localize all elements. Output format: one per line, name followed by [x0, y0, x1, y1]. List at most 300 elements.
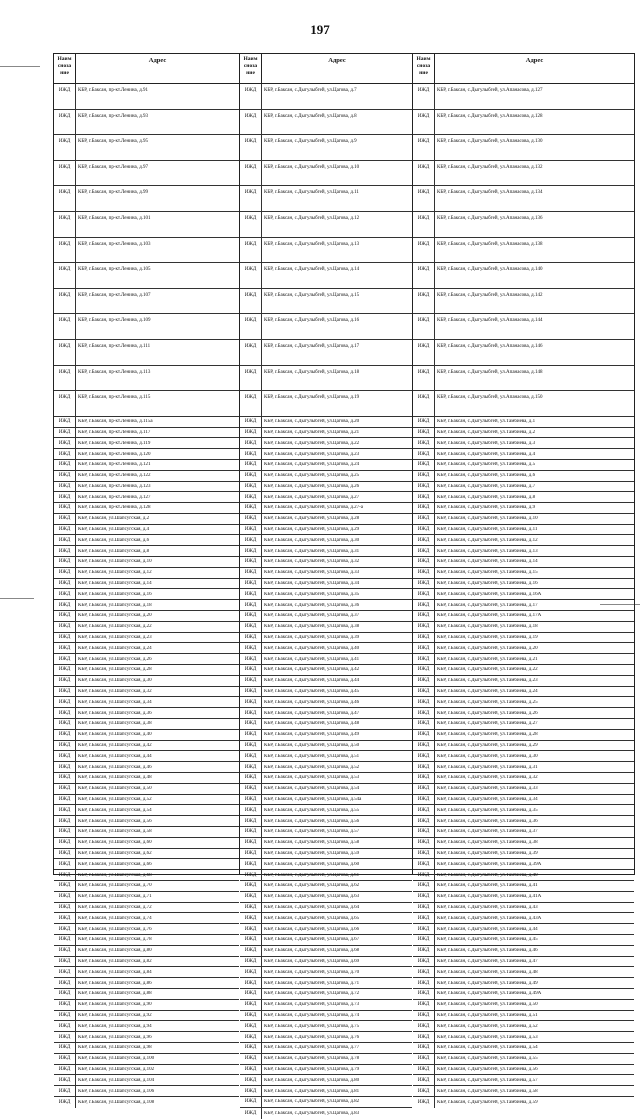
kind-cell: ИЖД: [413, 989, 435, 999]
kind-cell: ИЖД: [413, 557, 435, 567]
address-cell: КБР, г.Баксан, ул.Шапсугская, д.6: [78, 537, 150, 543]
address-cell: КБР, г.Баксан, ул.Шапсугская, д.36: [78, 710, 152, 716]
kind-cell: ИЖД: [54, 676, 76, 686]
kind-cell: ИЖД: [413, 730, 435, 740]
kind-cell: ИЖД: [240, 460, 262, 470]
table-row: [240, 438, 412, 449]
kind-cell: ИЖД: [54, 546, 76, 556]
table-row: [54, 903, 239, 914]
kind-cell: ИЖД: [54, 805, 76, 815]
address-cell: КБР, г.Баксан, с.Дыгулыбгей, ул.Тамбиева, д.32: [437, 775, 538, 781]
kind-cell: ИЖД: [54, 611, 76, 621]
kind-cell: ИЖД: [54, 1075, 76, 1085]
address-cell: КБР, г.Баксан, с.Дыгулыбгей, ул.Тамбиева, д.31: [437, 764, 538, 770]
kind-cell: ИЖД: [54, 589, 76, 599]
page-number: 197: [310, 22, 330, 37]
table-row: [54, 1011, 239, 1022]
table-row: [413, 449, 634, 460]
table-row: [240, 805, 412, 816]
table-row: [240, 340, 412, 366]
kind-cell: ИЖД: [413, 924, 435, 934]
address-cell: КБР, г.Баксан, ул.Шапсугская, д.68: [78, 872, 152, 878]
address-cell: КБР, г.Баксан, с.Дыгулыбгей, ул.Цагова, д.63: [264, 894, 360, 900]
kind-cell: ИЖД: [240, 708, 262, 718]
kind-cell: ИЖД: [54, 135, 76, 160]
table-row: [240, 967, 412, 978]
kind-cell: ИЖД: [413, 1086, 435, 1096]
table-row: [54, 1075, 239, 1086]
table-row: [413, 438, 634, 449]
kind-cell: ИЖД: [413, 881, 435, 891]
table-row: [54, 589, 239, 600]
header-address-label: Адрес: [525, 57, 544, 64]
address-cell: КБР, г.Баксан, с.Дыгулыбгей, ул.Цагова, д.66: [264, 926, 360, 932]
kind-cell: ИЖД: [413, 827, 435, 837]
table-row: [413, 391, 634, 417]
table-row: [240, 1075, 412, 1086]
table-row: [54, 687, 239, 698]
table-row: [240, 161, 412, 187]
address-cell: КБР, г.Баксан, с.Дыгулыбгей, ул.Тамбиева, д.35: [437, 807, 538, 813]
address-cell: КБР, г.Баксан, с.Дыгулыбгей, ул.Цагова, д.65: [264, 915, 360, 921]
address-cell: КБР, г.Баксан, с.Дыгулыбгей, ул.Цагова, д.23: [264, 451, 360, 457]
table-row: [413, 366, 634, 392]
address-cell: КБР, г.Баксан, с.Дыгулыбгей, ул.Цагова, д.20: [264, 419, 360, 425]
table-row: [240, 773, 412, 784]
kind-cell: ИЖД: [54, 110, 76, 135]
kind-cell: ИЖД: [413, 978, 435, 988]
address-cell: КБР, г.Баксан, с.Дыгулыбгей, ул.Тамбиева, д.41: [437, 883, 538, 889]
header-kind-label: Наим сноза ние: [54, 54, 76, 83]
kind-cell: ИЖД: [413, 546, 435, 556]
table-row: [240, 503, 412, 514]
address-cell: КБР, г.Баксан, ул.Шапсугская, д.4: [78, 527, 150, 533]
kind-cell: ИЖД: [240, 428, 262, 438]
kind-cell: ИЖД: [54, 568, 76, 578]
address-cell: КБР, г.Баксан, с.Дыгулыбгей, ул.Тамбиева, д.25: [437, 699, 538, 705]
address-cell: КБР, г.Баксан, ул.Шапсугская, д.88: [78, 991, 152, 997]
table-row: [54, 751, 239, 762]
table-row: [413, 238, 634, 264]
table-row: [54, 805, 239, 816]
table-row: [240, 935, 412, 946]
table-row: [413, 417, 634, 428]
table-row: [54, 161, 239, 187]
kind-cell: ИЖД: [240, 482, 262, 492]
address-cell: КБР, г.Баксан, ул.Шапсугская, д.108: [78, 1099, 155, 1105]
table-row: [54, 289, 239, 315]
table-row: [240, 859, 412, 870]
kind-cell: ИЖД: [413, 676, 435, 686]
table-row: [240, 263, 412, 289]
kind-cell: ИЖД: [54, 391, 76, 416]
kind-cell: ИЖД: [413, 314, 435, 339]
table-row: [240, 366, 412, 392]
table-row: [54, 1097, 239, 1108]
kind-cell: ИЖД: [240, 557, 262, 567]
kind-cell: ИЖД: [413, 84, 435, 109]
table-row: [240, 924, 412, 935]
kind-cell: ИЖД: [54, 263, 76, 288]
table-row: [54, 838, 239, 849]
address-cell: КБР, г.Баксан, с.Дыгулыбгей, ул.Цагова, д.27-а: [264, 505, 363, 511]
kind-cell: ИЖД: [54, 417, 76, 427]
table-row: [240, 471, 412, 482]
address-cell: КБР, г.Баксан, с.Дыгулыбгей, ул.Цагова, д.34: [264, 581, 360, 587]
address-cell: КБР, г.Баксан, с.Дыгулыбгей, ул.Апанасова, д.142: [437, 292, 543, 298]
kind-cell: ИЖД: [54, 708, 76, 718]
kind-cell: ИЖД: [54, 161, 76, 186]
address-cell: КБР, г.Баксан, ул.Шапсугская, д.12: [78, 570, 152, 576]
kind-cell: ИЖД: [240, 161, 262, 186]
table-row: [413, 84, 634, 110]
table-row: [240, 665, 412, 676]
table-row: [54, 913, 239, 924]
address-cell: КБР, г.Баксан, с.Дыгулыбгей, ул.Цагова, д.60: [264, 861, 360, 867]
address-cell: КБР, г.Баксан, с.Дыгулыбгей, ул.Тамбиева, д.23: [437, 678, 538, 684]
table-row: [54, 557, 239, 568]
kind-cell: ИЖД: [413, 212, 435, 237]
table-row: [240, 870, 412, 881]
address-cell: КБР, г.Баксан, с.Дыгулыбгей, ул.Цагова, д.15: [264, 292, 360, 298]
table-row: [240, 186, 412, 212]
kind-cell: ИЖД: [240, 135, 262, 160]
table-row: [413, 816, 634, 827]
table-row: [240, 762, 412, 773]
table-row: [413, 611, 634, 622]
kind-cell: ИЖД: [54, 460, 76, 470]
address-cell: КБР, г.Баксан, с.Дыгулыбгей, ул.Тамбиева, д.58: [437, 1088, 538, 1094]
address-cell: КБР, г.Баксан, с.Дыгулыбгей, ул.Цагова, д.77: [264, 1045, 360, 1051]
address-cell: КБР, г.Баксан, с.Дыгулыбгей, ул.Цагова, д.83: [264, 1110, 360, 1116]
address-cell: КБР, г.Баксан, с.Дыгулыбгей, ул.Тамбиева, д.50: [437, 1002, 538, 1008]
address-cell: КБР, г.Баксан, ул.Шапсугская, д.2: [78, 516, 150, 522]
kind-cell: ИЖД: [240, 589, 262, 599]
kind-cell: ИЖД: [413, 579, 435, 589]
address-cell: КБР, г.Баксан, с.Дыгулыбгей, ул.Тамбиева, д.44: [437, 926, 538, 932]
kind-cell: ИЖД: [413, 428, 435, 438]
address-cell: КБР, г.Баксан, пр-кт.Ленина, д.103: [78, 241, 151, 247]
table-column-left: [54, 54, 239, 1105]
kind-cell: ИЖД: [240, 535, 262, 545]
address-cell: КБР, г.Баксан, пр-кт.Ленина, д.99: [78, 190, 149, 196]
table-row: [240, 514, 412, 525]
kind-cell: ИЖД: [413, 611, 435, 621]
address-cell: КБР, г.Баксан, с.Дыгулыбгей, ул.Апанасова, д.132: [437, 164, 543, 170]
kind-cell: ИЖД: [54, 449, 76, 459]
kind-cell: ИЖД: [54, 719, 76, 729]
kind-cell: ИЖД: [413, 687, 435, 697]
table-row: [240, 849, 412, 860]
table-row: [413, 957, 634, 968]
table-row: [54, 665, 239, 676]
address-cell: КБР, г.Баксан, с.Дыгулыбгей, ул.Тамбиева, д.39: [437, 850, 538, 856]
table-row: [54, 84, 239, 110]
address-cell: КБР, г.Баксан, с.Дыгулыбгей, ул.Тамбиева, д.10: [437, 516, 538, 522]
table-row: [413, 881, 634, 892]
kind-cell: ИЖД: [413, 600, 435, 610]
table-row: [54, 643, 239, 654]
kind-cell: ИЖД: [240, 946, 262, 956]
address-cell: КБР, г.Баксан, с.Дыгулыбгей, ул.Цагова, д.49: [264, 732, 360, 738]
table-row: [240, 654, 412, 665]
kind-cell: ИЖД: [240, 881, 262, 891]
table-row: [413, 568, 634, 579]
kind-cell: ИЖД: [54, 967, 76, 977]
kind-cell: ИЖД: [54, 881, 76, 891]
address-cell: КБР, г.Баксан, ул.Шапсугская, д.78: [78, 937, 152, 943]
kind-cell: ИЖД: [413, 1054, 435, 1064]
address-cell: КБР, г.Баксан, ул.Шапсугская, д.94: [78, 1023, 152, 1029]
kind-cell: ИЖД: [54, 1054, 76, 1064]
kind-cell: ИЖД: [240, 438, 262, 448]
kind-cell: ИЖД: [54, 471, 76, 481]
address-cell: КБР, г.Баксан, с.Дыгулыбгей, ул.Цагова, д.29: [264, 527, 360, 533]
address-cell: КБР, г.Баксан, с.Дыгулыбгей, ул.Цагова, д.73: [264, 1002, 360, 1008]
kind-cell: ИЖД: [54, 795, 76, 805]
kind-cell: ИЖД: [240, 622, 262, 632]
kind-cell: ИЖД: [413, 186, 435, 211]
table-row: [240, 546, 412, 557]
kind-cell: ИЖД: [413, 784, 435, 794]
address-cell: КБР, г.Баксан, с.Дыгулыбгей, ул.Тамбиева, д.41А: [437, 894, 542, 900]
table-row: [413, 989, 634, 1000]
table-row: [413, 665, 634, 676]
address-cell: КБР, г.Баксан, с.Дыгулыбгей, ул.Цагова, д.21: [264, 429, 360, 435]
address-cell: КБР, г.Баксан, пр-кт.Ленина, д.113: [78, 369, 151, 375]
address-cell: КБР, г.Баксан, с.Дыгулыбгей, ул.Апанасова, д.134: [437, 190, 543, 196]
address-cell: КБР, г.Баксан, пр-кт.Ленина, д.101: [78, 215, 151, 221]
kind-cell: ИЖД: [240, 449, 262, 459]
table-row: [54, 611, 239, 622]
address-cell: КБР, г.Баксан, с.Дыгулыбгей, ул.Тамбиева, д.28: [437, 732, 538, 738]
kind-cell: ИЖД: [54, 827, 76, 837]
kind-cell: ИЖД: [54, 579, 76, 589]
address-cell: КБР, г.Баксан, с.Дыгулыбгей, ул.Тамбиева, д.46: [437, 948, 538, 954]
table-row: [413, 1011, 634, 1022]
address-cell: КБР, г.Баксан, ул.Шапсугская, д.104: [78, 1077, 155, 1083]
table-row: [54, 1043, 239, 1054]
table-row: [413, 924, 634, 935]
kind-cell: ИЖД: [54, 238, 76, 263]
address-cell: КБР, г.Баксан, ул.Шапсугская, д.30: [78, 678, 152, 684]
kind-cell: ИЖД: [240, 967, 262, 977]
table-row: [54, 503, 239, 514]
address-cell: КБР, г.Баксан, с.Дыгулыбгей, ул.Цагова, д.35: [264, 591, 360, 597]
address-cell: КБР, г.Баксан, с.Дыгулыбгей, ул.Цагова, д.54: [264, 786, 360, 792]
kind-cell: ИЖД: [240, 795, 262, 805]
table-row: [413, 859, 634, 870]
table-row: [54, 741, 239, 752]
table-row: [413, 708, 634, 719]
kind-cell: ИЖД: [413, 161, 435, 186]
address-cell: КБР, г.Баксан, с.Дыгулыбгей, ул.Апанасова, д.128: [437, 113, 543, 119]
table-row: [413, 503, 634, 514]
table-row: [240, 957, 412, 968]
table-row: [413, 903, 634, 914]
kind-cell: ИЖД: [413, 838, 435, 848]
table-row: [413, 751, 634, 762]
table-row: [54, 1032, 239, 1043]
kind-cell: ИЖД: [413, 633, 435, 643]
address-cell: КБР, г.Баксан, ул.Шапсугская, д.58: [78, 829, 152, 835]
address-cell: КБР, г.Баксан, ул.Шапсугская, д.44: [78, 753, 152, 759]
table-row: [240, 1108, 412, 1119]
table-row: [240, 751, 412, 762]
address-cell: КБР, г.Баксан, с.Дыгулыбгей, ул.Цагова, д.37: [264, 613, 360, 619]
table-row: [240, 1086, 412, 1097]
kind-cell: ИЖД: [240, 654, 262, 664]
address-cell: КБР, г.Баксан, с.Дыгулыбгей, ул.Цагова, д.36: [264, 602, 360, 608]
address-cell: КБР, г.Баксан, с.Дыгулыбгей, ул.Тамбиева, д.12: [437, 537, 538, 543]
table-row: [54, 676, 239, 687]
kind-cell: ИЖД: [240, 989, 262, 999]
address-cell: КБР, г.Баксан, с.Дыгулыбгей, ул.Тамбиева, д.4: [437, 451, 536, 457]
kind-cell: ИЖД: [413, 795, 435, 805]
table-row: [413, 967, 634, 978]
kind-cell: ИЖД: [240, 1097, 262, 1107]
address-cell: КБР, г.Баксан, с.Дыгулыбгей, ул.Тамбиева, д.14: [437, 559, 538, 565]
table-row: [54, 471, 239, 482]
address-cell: КБР, г.Баксан, ул.Шапсугская, д.38: [78, 721, 152, 727]
kind-cell: ИЖД: [54, 492, 76, 502]
table-row: [413, 892, 634, 903]
table-row: [240, 135, 412, 161]
address-cell: КБР, г.Баксан, с.Дыгулыбгей, ул.Тамбиева, д.15: [437, 570, 538, 576]
table-row: [240, 913, 412, 924]
kind-cell: ИЖД: [413, 391, 435, 416]
kind-cell: ИЖД: [240, 314, 262, 339]
table-row: [413, 719, 634, 730]
table-header: [54, 54, 239, 84]
table-row: [240, 428, 412, 439]
scan-margin-mark: [0, 598, 34, 599]
table-row: [413, 161, 634, 187]
address-cell: КБР, г.Баксан, ул.Шапсугская, д.74: [78, 915, 152, 921]
address-cell: КБР, г.Баксан, с.Дыгулыбгей, ул.Цагова, д.75: [264, 1023, 360, 1029]
kind-cell: ИЖД: [54, 838, 76, 848]
table-row: [413, 697, 634, 708]
kind-cell: ИЖД: [413, 1043, 435, 1053]
address-cell: КБР, г.Баксан, ул.Шапсугская, д.92: [78, 1012, 152, 1018]
kind-cell: ИЖД: [54, 1065, 76, 1075]
kind-cell: ИЖД: [54, 957, 76, 967]
table-row: [240, 881, 412, 892]
kind-cell: ИЖД: [240, 751, 262, 761]
table-row: [413, 1032, 634, 1043]
address-cell: КБР, г.Баксан, пр-кт.Ленина, д.91: [78, 88, 149, 93]
kind-cell: ИЖД: [413, 238, 435, 263]
table-row: [413, 589, 634, 600]
address-cell: КБР, г.Баксан, ул.Шапсугская, д.48: [78, 775, 152, 781]
kind-cell: ИЖД: [54, 892, 76, 902]
address-cell: КБР, г.Баксан, с.Дыгулыбгей, ул.Цагова, д.51: [264, 753, 360, 759]
table-row: [54, 1000, 239, 1011]
kind-cell: ИЖД: [54, 654, 76, 664]
table-row: [240, 600, 412, 611]
kind-cell: ИЖД: [54, 1043, 76, 1053]
table-row: [413, 482, 634, 493]
address-cell: КБР, г.Баксан, с.Дыгулыбгей, ул.Тамбиева, д.27: [437, 721, 538, 727]
address-cell: КБР, г.Баксан, с.Дыгулыбгей, ул.Цагова, д.17: [264, 343, 360, 349]
address-cell: КБР, г.Баксан, с.Дыгулыбгей, ул.Тамбиева, д.9: [437, 505, 536, 511]
table-row: [54, 438, 239, 449]
kind-cell: ИЖД: [413, 535, 435, 545]
table-row: [413, 730, 634, 741]
kind-cell: ИЖД: [413, 1032, 435, 1042]
address-cell: КБР, г.Баксан, пр-кт.Ленина, д.93: [78, 113, 149, 119]
kind-cell: ИЖД: [54, 730, 76, 740]
table-row: [413, 946, 634, 957]
kind-cell: ИЖД: [240, 600, 262, 610]
kind-cell: ИЖД: [240, 110, 262, 135]
table-row: [54, 978, 239, 989]
address-cell: КБР, г.Баксан, пр-кт.Ленина, д.111: [78, 343, 151, 349]
table-row: [54, 730, 239, 741]
table-row: [240, 708, 412, 719]
table-row: [413, 978, 634, 989]
kind-cell: ИЖД: [54, 535, 76, 545]
table-row: [240, 697, 412, 708]
table-row: [413, 600, 634, 611]
kind-cell: ИЖД: [54, 482, 76, 492]
address-cell: КБР, г.Баксан, с.Дыгулыбгей, ул.Тамбиева, д.38: [437, 840, 538, 846]
table-row: [413, 935, 634, 946]
table-row: [413, 1075, 634, 1086]
kind-cell: ИЖД: [240, 525, 262, 535]
table-row: [240, 622, 412, 633]
table-row: [240, 1011, 412, 1022]
table-row: [240, 719, 412, 730]
kind-cell: ИЖД: [240, 773, 262, 783]
table-row: [413, 514, 634, 525]
table-row: [413, 1054, 634, 1065]
address-cell: КБР, г.Баксан, ул.Шапсугская, д.14: [78, 581, 152, 587]
kind-cell: ИЖД: [240, 849, 262, 859]
table-row: [413, 773, 634, 784]
table-row: [240, 827, 412, 838]
address-cell: КБР, г.Баксан, с.Дыгулыбгей, ул.Цагова, д.25: [264, 473, 360, 479]
address-cell: КБР, г.Баксан, ул.Шапсугская, д.86: [78, 980, 152, 986]
kind-cell: ИЖД: [240, 978, 262, 988]
address-cell: КБР, г.Баксан, с.Дыгулыбгей, ул.Цагова, д.10: [264, 164, 360, 170]
table-row: [54, 492, 239, 503]
table-row: [54, 881, 239, 892]
kind-cell: ИЖД: [413, 492, 435, 502]
address-cell: КБР, г.Баксан, пр-кт.Ленина, д.115: [78, 395, 151, 401]
kind-cell: ИЖД: [240, 1065, 262, 1075]
address-cell: КБР, г.Баксан, с.Дыгулыбгей, ул.Тамбиева, д.7: [437, 483, 536, 489]
kind-cell: ИЖД: [54, 946, 76, 956]
kind-cell: ИЖД: [413, 870, 435, 880]
kind-cell: ИЖД: [413, 913, 435, 923]
kind-cell: ИЖД: [240, 212, 262, 237]
table-row: [240, 741, 412, 752]
table-rows: [413, 84, 634, 1108]
table-row: [240, 535, 412, 546]
address-cell: КБР, г.Баксан, с.Дыгулыбгей, ул.Тамбиева, д.48: [437, 969, 538, 975]
kind-cell: ИЖД: [413, 751, 435, 761]
address-cell: КБР, г.Баксан, пр-кт.Ленина, д.97: [78, 164, 149, 170]
address-cell: КБР, г.Баксан, с.Дыгулыбгей, ул.Апанасова, д.140: [437, 267, 543, 273]
table-row: [413, 1086, 634, 1097]
address-cell: КБР, г.Баксан, с.Дыгулыбгей, ул.Апанасова, д.127: [437, 88, 543, 93]
table-row: [240, 643, 412, 654]
address-cell: КБР, г.Баксан, с.Дыгулыбгей, ул.Тамбиева, д.6: [437, 473, 536, 479]
table-row: [240, 1032, 412, 1043]
address-cell: КБР, г.Баксан, с.Дыгулыбгей, ул.Тамбиева, д.11: [437, 527, 538, 533]
table-row: [240, 449, 412, 460]
